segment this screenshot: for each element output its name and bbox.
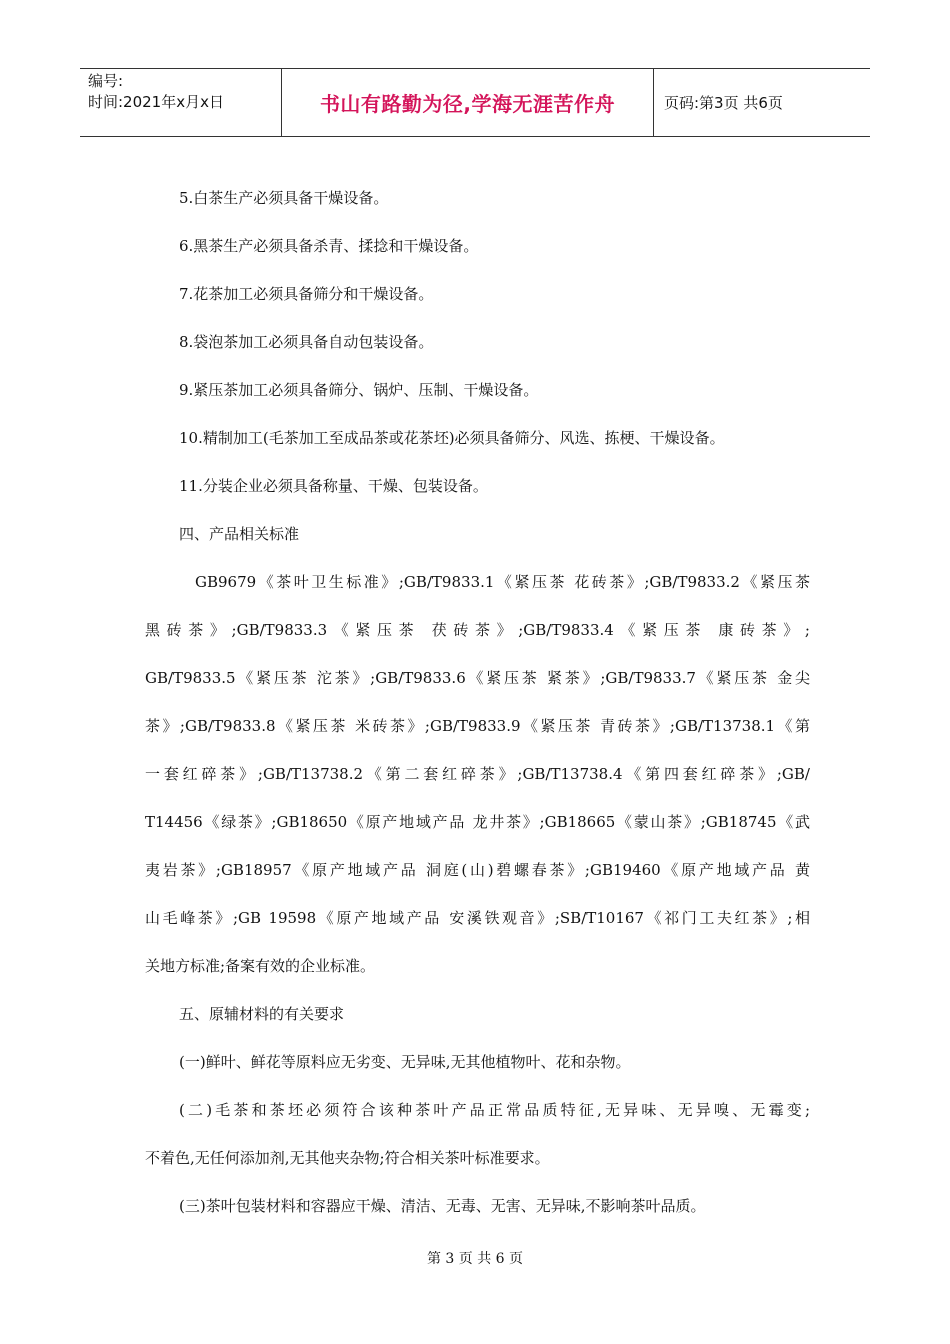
list-item: 7.花茶加工必须具备筛分和干燥设备。 bbox=[179, 285, 434, 303]
requirement-line: (二)毛茶和茶坯必须符合该种茶叶产品正常品质特征,无异味、无异嗅、无霉变; bbox=[179, 1101, 810, 1119]
standards-line: 一套红碎茶》;GB/T13738.2《第二套红碎茶》;GB/T13738.4《第四套红碎茶》;GB/ bbox=[145, 765, 810, 783]
page-footer: 第 3 页 共 6 页 bbox=[426, 1251, 524, 1267]
standards-line: 山毛峰茶》;GB 19598《原产地域产品 安溪铁观音》;SB/T10167《祁门工夫红茶》;相 bbox=[145, 909, 810, 927]
list-item: 8.袋泡茶加工必须具备自动包装设备。 bbox=[179, 333, 434, 351]
standards-line: GB9679《茶叶卫生标准》;GB/T9833.1《紧压茶 花砖茶》;GB/T9833.2《紧压茶 bbox=[195, 573, 810, 591]
document-time-label: 时间:2021年x月x日 bbox=[88, 93, 224, 111]
header-left-cell bbox=[80, 69, 282, 136]
requirement-item-2 bbox=[145, 1086, 810, 1182]
document-body bbox=[145, 174, 810, 1230]
header-page-number: 页码:第3页 共6页 bbox=[664, 94, 783, 112]
section-heading-standards: 四、产品相关标准 bbox=[179, 525, 300, 543]
section-heading-materials: 五、原辅材料的有关要求 bbox=[179, 1005, 345, 1023]
requirement-item-3: (三)茶叶包装材料和容器应干燥、清洁、无毒、无害、无异味,不影响茶叶品质。 bbox=[179, 1197, 706, 1215]
page-header bbox=[80, 68, 870, 137]
standards-line: T14456《绿茶》;GB18650《原产地域产品 龙井茶》;GB18665《蒙山茶》;GB18745《武 bbox=[145, 813, 810, 831]
document-number-label: 编号: bbox=[88, 72, 124, 90]
requirement-item-1: (一)鲜叶、鲜花等原料应无劣变、无异味,无其他植物叶、花和杂物。 bbox=[179, 1053, 631, 1071]
header-motto-cell bbox=[282, 69, 654, 136]
header-page-cell bbox=[654, 69, 870, 136]
list-item: 9.紧压茶加工必须具备筛分、锅炉、压制、干燥设备。 bbox=[179, 381, 539, 399]
standards-line: 黑砖茶》;GB/T9833.3《紧压茶 茯砖茶》;GB/T9833.4《紧压茶 康砖茶》; bbox=[145, 621, 810, 639]
standards-paragraph bbox=[145, 558, 810, 990]
standards-line: 夷岩茶》;GB18957《原产地域产品 洞庭(山)碧螺春茶》;GB19460《原产地域产品 黄 bbox=[145, 861, 810, 879]
header-motto: 书山有路勤为径,学海无涯苦作舟 bbox=[319, 92, 616, 116]
standards-line: 茶》;GB/T9833.8《紧压茶 米砖茶》;GB/T9833.9《紧压茶 青砖茶》;GB/T13738.1《第 bbox=[145, 717, 810, 735]
list-item: 11.分装企业必须具备称量、干燥、包装设备。 bbox=[179, 477, 488, 495]
standards-line: 关地方标准;备案有效的企业标准。 bbox=[145, 957, 376, 975]
standards-line: GB/T9833.5《紧压茶 沱茶》;GB/T9833.6《紧压茶 紧茶》;GB/T9833.7《紧压茶 金尖 bbox=[145, 669, 810, 687]
list-item: 6.黑茶生产必须具备杀青、揉捻和干燥设备。 bbox=[179, 237, 479, 255]
requirement-line: 不着色,无任何添加剂,无其他夹杂物;符合相关茶叶标准要求。 bbox=[145, 1149, 550, 1167]
list-item: 5.白茶生产必须具备干燥设备。 bbox=[179, 189, 389, 207]
list-item: 10.精制加工(毛茶加工至成品茶或花茶坯)必须具备筛分、风选、拣梗、干燥设备。 bbox=[179, 429, 725, 447]
